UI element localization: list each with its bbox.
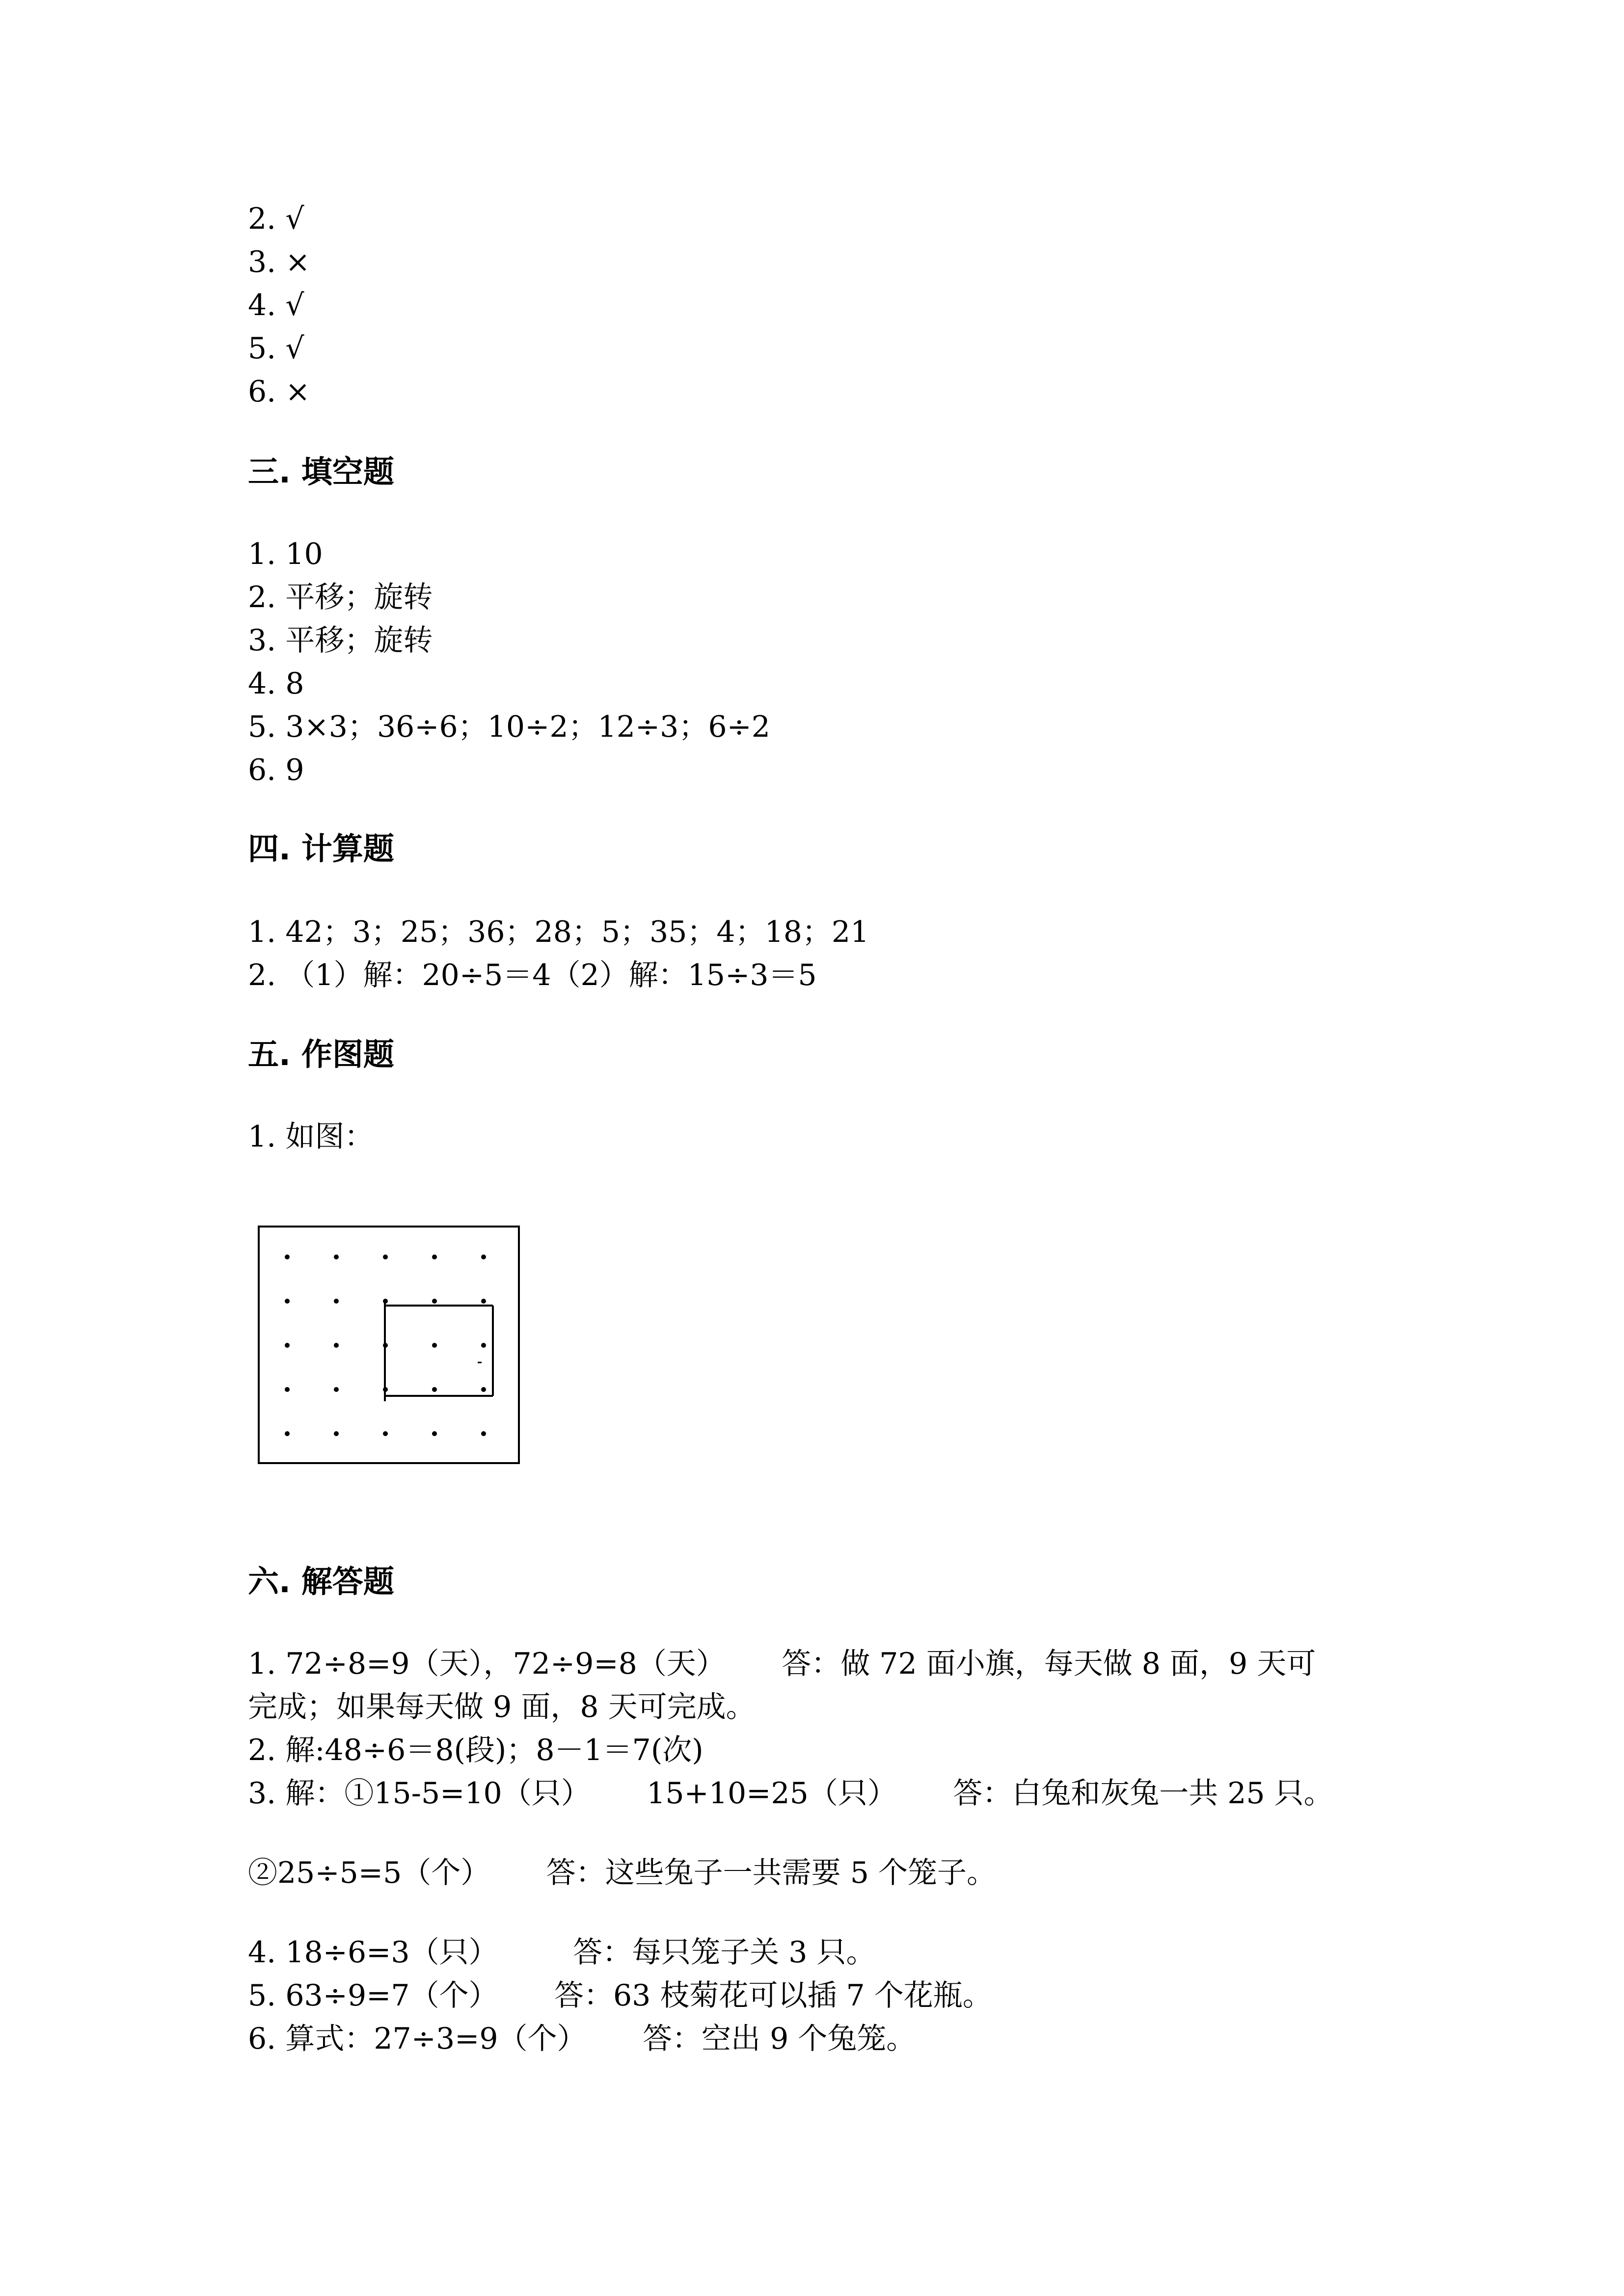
answer-line: 完成；如果每天做 9 面，8 天可完成。: [248, 1690, 756, 1724]
answer-line: 4. 8: [248, 667, 304, 701]
grid-dot: [481, 1255, 486, 1259]
grid-dot: [285, 1343, 290, 1348]
answer-line: 5. √: [248, 331, 304, 366]
answer-line: 1. 42；3；25；36；28；5；35；4；18；21: [248, 915, 869, 949]
answer-line: 3. 平移；旋转: [248, 623, 433, 658]
section-heading: 五. 作图题: [248, 1037, 394, 1072]
grid-dot: [432, 1387, 437, 1392]
answer-line: 2. 解:48÷6＝8(段)；8－1＝7(次): [248, 1733, 704, 1767]
answer-line: 6. ×: [248, 374, 310, 409]
answer-line: 6. 算式：27÷3=9（个） 答：空出 9 个兔笼。: [248, 2022, 916, 2056]
answer-line: 6. 9: [248, 753, 304, 787]
dot-grid-figure: [257, 1225, 521, 1465]
figure-frame: [259, 1227, 519, 1463]
grid-dot: [334, 1255, 339, 1259]
answer-line: 1. 如图：: [248, 1120, 374, 1154]
answer-line: 3. 解：①15-5=10（只） 15+10=25（只） 答：白兔和灰兔一共 25 只。: [248, 1776, 1333, 1811]
grid-dot: [481, 1431, 486, 1436]
answer-line: ②25÷5=5（个） 答：这些兔子一共需要 5 个笼子。: [248, 1856, 996, 1890]
grid-dot: [383, 1299, 388, 1304]
grid-dot: [334, 1387, 339, 1392]
answer-line: 4. √: [248, 288, 304, 322]
grid-dot: [334, 1299, 339, 1304]
grid-dot: [334, 1343, 339, 1348]
dot-grid-svg: [257, 1225, 521, 1465]
answer-line: 2. 平移；旋转: [248, 580, 433, 614]
answer-line: 3. ×: [248, 245, 310, 279]
answer-line: 5. 63÷9=7（个） 答：63 枝菊花可以插 7 个花瓶。: [248, 1978, 992, 2013]
grid-dot: [432, 1431, 437, 1436]
section-heading: 四. 计算题: [248, 831, 394, 867]
grid-dot: [432, 1255, 437, 1259]
grid-dot: [481, 1343, 486, 1348]
section-heading: 三. 填空题: [248, 454, 394, 490]
answer-line: 2. （1）解：20÷5＝4（2）解：15÷3＝5: [248, 958, 817, 992]
grid-dot: [334, 1431, 339, 1436]
grid-dot: [432, 1343, 437, 1348]
grid-dot: [432, 1299, 437, 1304]
answer-line: 4. 18÷6=3（只） 答：每只笼子关 3 只。: [248, 1935, 876, 1970]
answer-line: 2. √: [248, 202, 304, 236]
answer-line: 1. 72÷8=9（天），72÷9=8（天） 答：做 72 面小旗，每天做 8 面，9 天可: [248, 1647, 1316, 1681]
grid-dot: [481, 1387, 486, 1392]
grid-dot: [383, 1431, 388, 1436]
grid-dot: [285, 1255, 290, 1259]
grid-dot: [383, 1255, 388, 1259]
grid-dot: [285, 1299, 290, 1304]
grid-dot: [481, 1299, 486, 1304]
section-heading: 六. 解答题: [248, 1564, 394, 1600]
grid-dot: [285, 1387, 290, 1392]
answer-line: 1. 10: [248, 537, 323, 571]
grid-dot: [285, 1431, 290, 1436]
answer-line: 5. 3×3；36÷6；10÷2；12÷3；6÷2: [248, 710, 770, 744]
